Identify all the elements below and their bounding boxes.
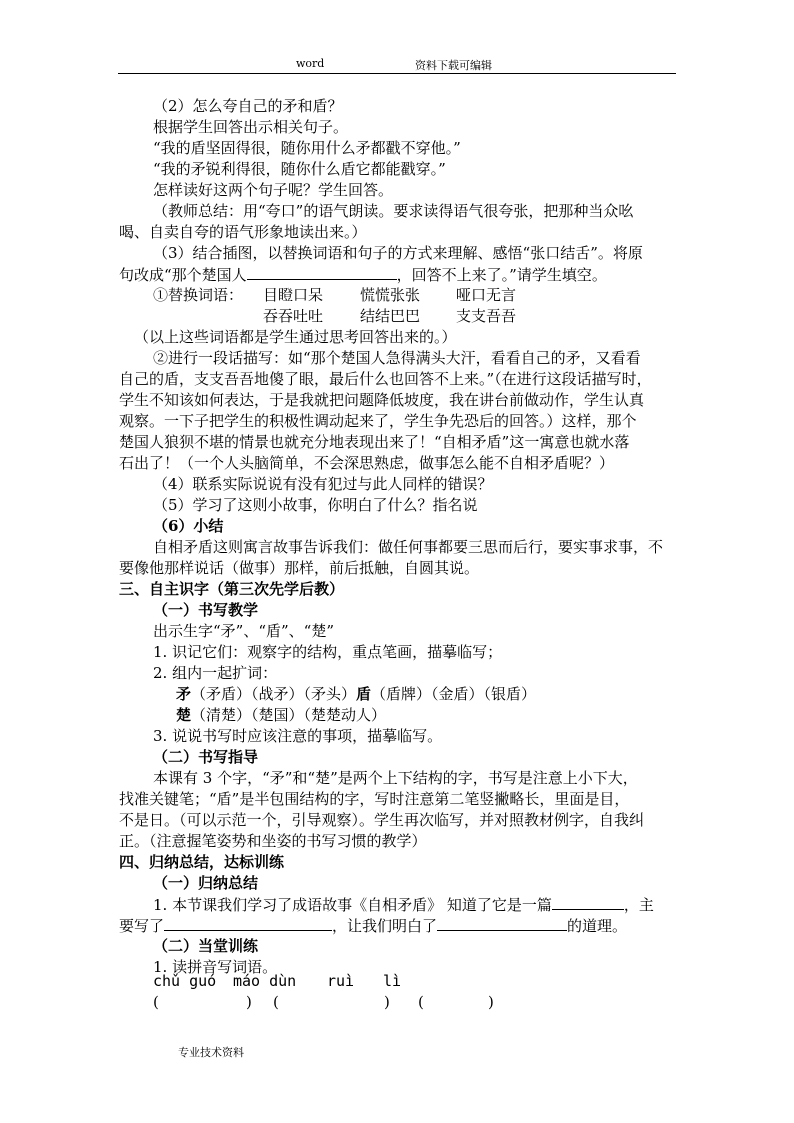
text-segment: 要写了 <box>119 917 165 935</box>
header-right: 资料下载可编辑 <box>415 59 492 72</box>
text-line: （4）联系实际说说有没有犯过与此人同样的错误？ <box>153 475 493 493</box>
word-item: 支支吾吾 <box>456 307 517 325</box>
text-line: ②进行一段话描写：如“那个楚国人急得满头大汗，看看自己的矛，又看看 <box>153 349 641 367</box>
word-item: 目瞪口呆 <box>263 286 324 304</box>
char-label: 楚 <box>176 706 192 724</box>
text-segment: 1. 本节课我们学习了成语故事《自相矛盾》 知道了它是一篇 <box>153 896 552 914</box>
subheading: （二）书写指导 <box>153 748 259 766</box>
answer-paren-close: ) <box>488 993 494 1011</box>
text-line: 根据学生回答出示相关句子。 <box>153 118 349 136</box>
word-item: 哑口无言 <box>456 286 517 304</box>
text-segment: 句改成“那个楚国人 <box>119 266 247 284</box>
text-segment: ，回答不上来了。”请学生填空。 <box>396 266 607 284</box>
answer-paren-open: ( <box>418 993 424 1011</box>
header-rule <box>118 73 676 74</box>
fill-blank <box>552 894 624 910</box>
answer-paren-close: ) <box>246 993 252 1011</box>
word-item: 慌慌张张 <box>360 286 421 304</box>
subheading: （6）小结 <box>153 517 224 535</box>
text-line: 找准关键笔；“盾”是半包围结构的字，写时注意第二笔竖撇略长，里面是目， <box>119 790 630 808</box>
subheading: （一）归纳总结 <box>153 874 259 892</box>
text-line: 要像他那样说话（做事）那样，前后抵触，自圆其说。 <box>119 559 480 577</box>
answer-paren-open: ( <box>273 993 279 1011</box>
text-line <box>176 705 386 725</box>
pinyin-4: lì <box>383 972 402 990</box>
subheading: （一）书写教学 <box>153 601 259 619</box>
fill-blank <box>164 915 332 931</box>
text-line: （5）学习了这则小故事，你明白了什么？指名说 <box>153 496 478 514</box>
pinyin-3: ruì <box>327 972 355 990</box>
text-line: 出示生字“矛”、“盾”、“楚” <box>153 622 335 640</box>
text-line: （2）怎么夸自己的矛和盾？ <box>153 97 343 115</box>
text-line: “我的盾坚固得很，随你用什么矛都戳不穿他。” <box>153 139 461 157</box>
text-segment: ，让我们明白了 <box>332 917 438 935</box>
char-label: 盾 <box>356 685 372 703</box>
text-line: 1. 识记它们：观察字的结构，重点笔画，描摹临写； <box>153 643 503 661</box>
text-line: 自己的盾，支支吾吾地傻了眼，最后什么也回答不上来。”（在进行这段话描写时， <box>119 370 652 388</box>
text-line <box>176 684 536 704</box>
answer-paren-close: ) <box>384 993 390 1011</box>
text-line: （以上这些词语都是学生通过思考回答出来的。） <box>134 328 457 346</box>
text-line: ①替换词语： <box>153 286 244 304</box>
text-line: 不是日。（可以示范一个，引导观察）。学生再次临写，并对照教材例字，自我纠 <box>119 811 645 829</box>
text-line: “我的矛锐利得很，随你什么盾它都能戳穿。” <box>153 160 446 178</box>
header-left: word <box>296 57 325 70</box>
text-line: 喝、自卖自夸的语气形象地读出来。） <box>119 223 367 241</box>
text-line: 怎样读好这两个句子呢？学生回答。 <box>153 181 394 199</box>
text-line: 正。（注意握笔姿势和坐姿的书写习惯的教学） <box>119 832 427 850</box>
text-line <box>119 264 607 285</box>
fill-blank <box>437 915 567 931</box>
text-line: （教师总结：用“夸口”的语气朗读。要求读得语气很夸张，把那种当众吆 <box>153 202 634 220</box>
text-segment: （矛盾）（战矛）（矛头） <box>191 685 357 703</box>
text-line: 1. 读拼音写词语。 <box>153 958 278 976</box>
text-segment: （清楚）（楚国）（楚楚动人） <box>191 706 387 724</box>
text-line: 本课有 3 个字，“矛”和“楚”是两个上下结构的字，书写是注意上小下大， <box>153 769 638 787</box>
word-item: 结结巴巴 <box>360 307 421 325</box>
text-line <box>119 915 627 936</box>
char-label: 矛 <box>176 685 192 703</box>
text-segment: （盾牌）（金盾）（银盾） <box>371 685 537 703</box>
text-line: 楚国人狼狈不堪的情景也就充分地表现出来了！“自相矛盾”这一寓意也就水落 <box>119 433 630 451</box>
fill-blank <box>247 264 397 280</box>
word-item: 吞吞吐吐 <box>263 307 324 325</box>
text-segment: 的道理。 <box>567 917 628 935</box>
text-line: 观察。一下子把学生的积极性调动起来了，学生争先恐后的回答。）这样，那个 <box>119 412 637 430</box>
text-line: 2. 组内一起扩词： <box>153 664 278 682</box>
text-line: 石出了！（一个人头脑简单，不会深思熟虑，做事怎么能不自相矛盾呢？） <box>119 454 615 472</box>
answer-paren-open: ( <box>153 993 159 1011</box>
subheading: （二）当堂训练 <box>153 937 259 955</box>
footer-text: 专业技术资料 <box>178 1046 244 1059</box>
pinyin-1: chǔ guó <box>153 972 217 990</box>
text-line: 3. 说说书写时应该注意的事项，描摹临写。 <box>153 727 443 745</box>
section-heading: 四、归纳总结，达标训练 <box>119 853 285 871</box>
text-segment: ，主 <box>623 896 654 914</box>
pinyin-2: máo dùn <box>233 972 297 990</box>
text-line: （3）结合插图，以替换词语和句子的方式来理解、感悟“张口结舌”。将原 <box>153 244 643 262</box>
text-line <box>153 894 654 915</box>
text-line: 自相矛盾这则寓言故事告诉我们：做任何事都要三思而后行，要实事求事，不 <box>153 538 664 556</box>
section-heading: 三、自主识字（第三次先学后教） <box>119 580 345 598</box>
text-line: 学生不知该如何表达，于是我就把问题降低坡度，我在讲台前做动作，学生认真 <box>119 391 645 409</box>
